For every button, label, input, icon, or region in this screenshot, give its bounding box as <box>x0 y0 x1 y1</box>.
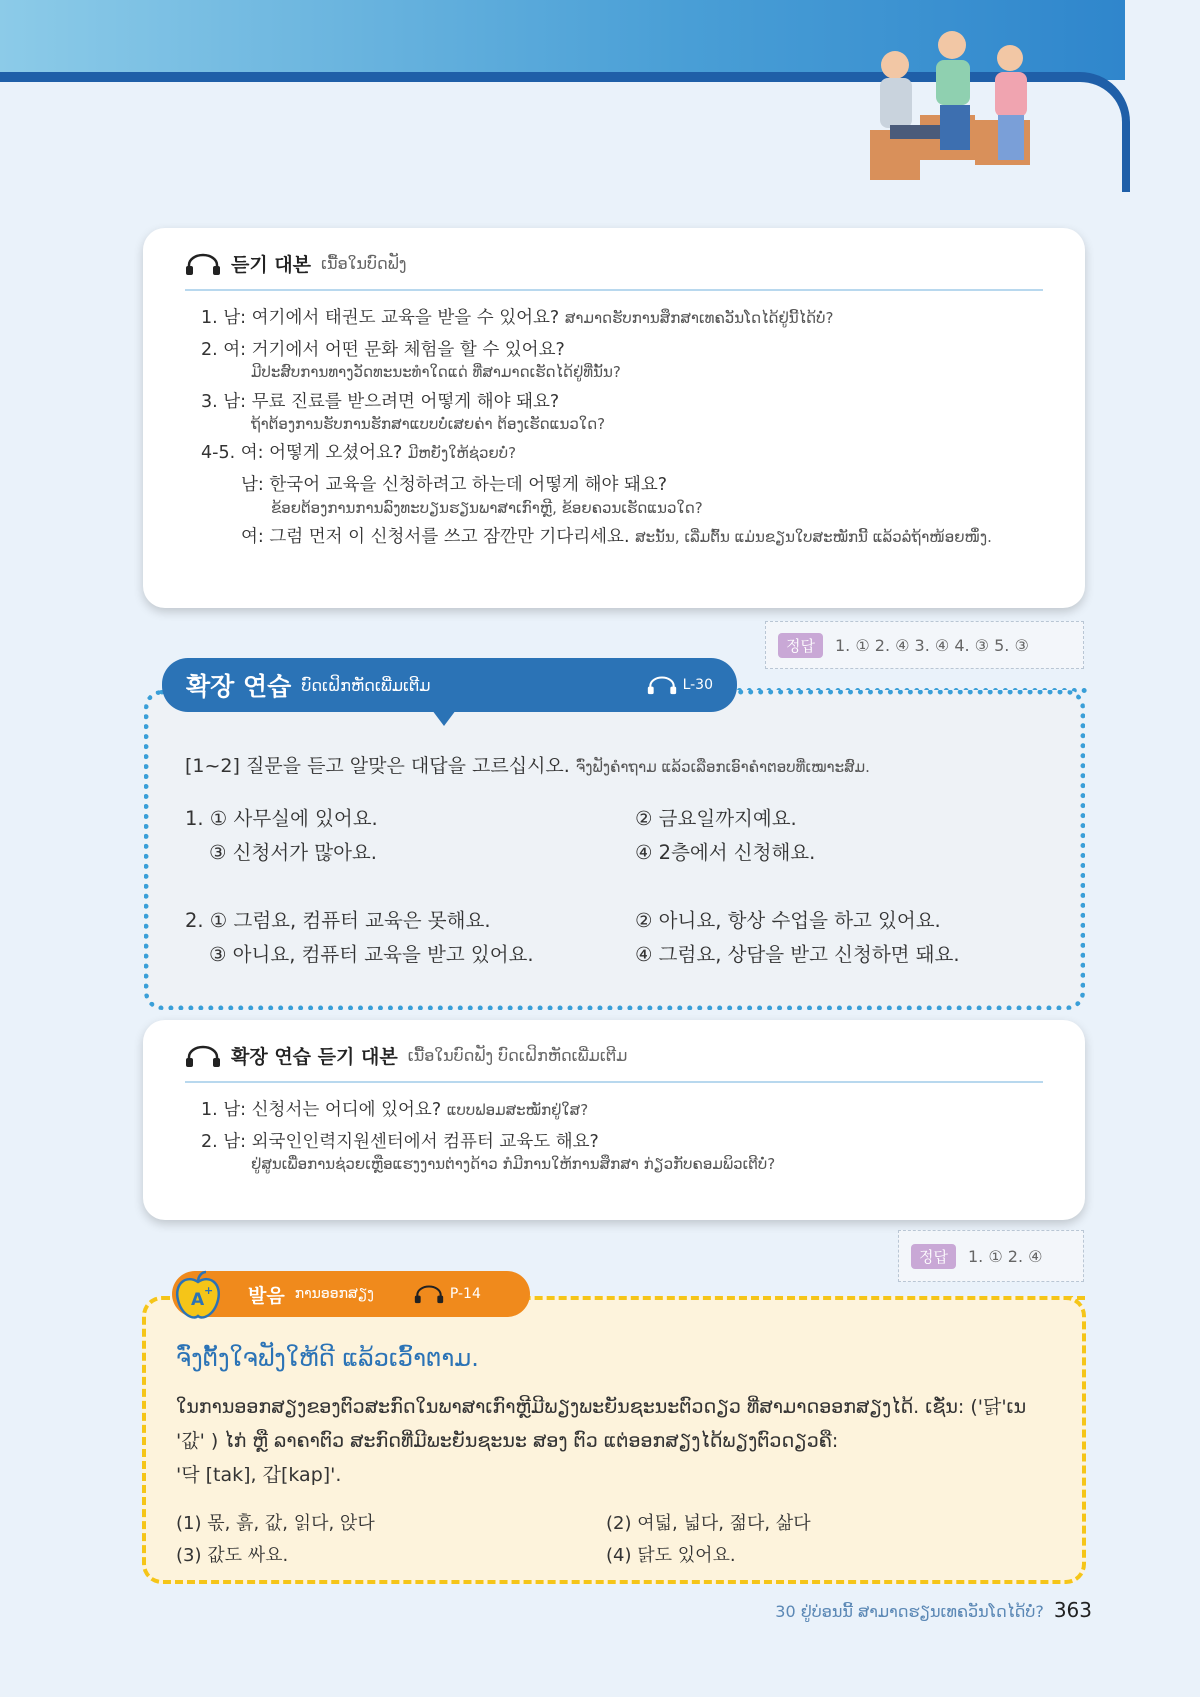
audio-track[interactable]: P-14 <box>414 1284 481 1304</box>
option[interactable]: ④ 그럼요, 상담을 받고 신청하면 돼요. <box>635 943 960 966</box>
answer-tag: 정답 <box>778 633 823 658</box>
option[interactable]: ② 금요일까지예요. <box>635 807 797 830</box>
answer-text: 1. ① 2. ④ 3. ④ 4. ③ 5. ③ <box>834 635 1029 655</box>
header-curve <box>1060 72 1130 192</box>
card-subtitle: ເນື້ອໃນບົດຟັງ <box>321 254 407 273</box>
headphone-icon <box>414 1284 444 1304</box>
pronunciation-row <box>176 1540 1052 1572</box>
card-title: 확장 연습 듣기 대본 <box>231 1046 398 1068</box>
divider <box>185 289 1043 291</box>
script-line: 2. 남: 외국인인력지원센터에서 컴퓨터 교육도 해요? ຢູ່ສູນເພື່ອການຊ່ວຍເຫຼືອແຮງງານຕ່າງດ້າວ ກໍມີການໃຫ້ການສຶກສາ ກ່ຽວກັບຄອມພິວເຕີບໍ່? <box>201 1131 776 1174</box>
question-row <box>185 802 1044 836</box>
option[interactable]: ② 아니요, 항상 수업을 하고 있어요. <box>635 909 941 932</box>
extension-script-card <box>143 1020 1085 1220</box>
card-subtitle: ເນື້ອໃນບົດຟັງ ບົດເຝິກຫັດເພີ່ມເຕີມ <box>407 1046 628 1065</box>
pronunciation-item: (3) 값도 싸요. <box>176 1545 289 1566</box>
pronunciation-item: (4) 닭도 있어요. <box>606 1545 736 1566</box>
section-title: 발음 <box>248 1284 285 1307</box>
answer-tag: 정답 <box>911 1244 956 1269</box>
instruction: [1~2] 질문을 듣고 알맞은 대답을 고르십시오. ຈົ່ງຟັງຄຳຖາມ ແລ້ວເລືອກເອົາຄຳຕອບທີ່ເໝາະສົມ. <box>185 755 870 777</box>
tab-pointer <box>432 710 456 726</box>
script-line: 3. 남: 무료 진료를 받으려면 어떻게 해야 돼요? ຖ້າຕ້ອງການຮັບການຮັກສາແບບບໍ່ເສຍຄ່າ ຕ້ອງເຮັດແນວໃດ? <box>201 391 606 434</box>
audio-track[interactable]: L-30 <box>647 675 713 695</box>
listening-script-card <box>143 228 1085 608</box>
section-title: 확장 연습 <box>186 672 292 701</box>
pronunciation-item: (2) 여덟, 넓다, 젊다, 삶다 <box>606 1513 811 1534</box>
pronunciation-text: '값' ) ໄກ່ ຫຼື ລາຄາຕົວ ສະກົດທີ່ມີພະຍັນຊະນະ ສອງ ຕົວ ແຕ່ອອກສຽງໄດ້ພຽງຕົວດຽວຄື: <box>176 1430 839 1452</box>
footer-caption: 30 ຢູ່ບ່ອນນີ້ ສາມາດຮຽນເທຄວັນໂດໄດ້ບໍ່? <box>775 1602 1044 1621</box>
headphone-icon <box>647 675 677 695</box>
extension-practice-tab <box>162 658 737 712</box>
pronunciation-row <box>176 1508 1052 1540</box>
extension-practice-box <box>144 690 1085 1010</box>
people-illustration <box>860 20 1060 190</box>
pronunciation-heading: ຈົ່ງຕັ້ງໃຈຟັງໃຫ້ດີ ແລ້ວເວົ້າຕາມ. <box>176 1344 479 1372</box>
headphone-icon <box>185 1045 221 1067</box>
option[interactable]: 2. ① 그럼요, 컴퓨터 교육은 못해요. <box>185 909 491 932</box>
pronunciation-text: ໃນການອອກສຽງຂອງຕົວສະກົດໃນພາສາເກົາຫຼີມີພຽງພະຍັນຊະນະຕົວດຽວ ທີ່ສາມາດອອກສຽງໄດ້. ເຊັ່ນ: ('닭'ເນ <box>176 1396 1027 1418</box>
question-row <box>185 938 1044 972</box>
card-title: 듣기 대본 <box>231 254 312 276</box>
script-line: 남: 한국어 교육을 신청하려고 하는데 어떻게 해야 돼요? ຂ້ອຍຕ້ອງການການລົງທະບຽນຮຽນພາສາເກົາຫຼີ, ຂ້ອຍຄວນເຮັດແນວໃດ? <box>241 475 703 517</box>
section-subtitle: ບົດເຝິກຫັດເພີ່ມເຕີມ <box>301 675 431 695</box>
pronunciation-tab <box>172 1271 530 1317</box>
answer-text: 1. ① 2. ④ <box>967 1246 1043 1266</box>
pronunciation-item: (1) 몫, 흙, 값, 읽다, 앉다 <box>176 1513 375 1534</box>
page-footer <box>775 1598 1092 1622</box>
headphone-icon <box>185 253 221 275</box>
question-row <box>185 904 1044 938</box>
divider <box>185 1081 1043 1083</box>
answer-box <box>898 1230 1084 1282</box>
option[interactable]: ③ 아니요, 컴퓨터 교육을 받고 있어요. <box>209 943 534 966</box>
pronunciation-box <box>142 1296 1086 1584</box>
apple-icon <box>172 1270 224 1322</box>
pronunciation-text: '닥 [tak], 갑[kap]'. <box>176 1464 342 1486</box>
script-line: 2. 여: 거기에서 어떤 문화 체험을 할 수 있어요? ມີປະສົບການທາງວັດທະນະທຳໃດແດ່ ທີ່ສາມາດເຮັດໄດ້ຢູ່ທີ່ນັ້ນ? <box>201 339 621 382</box>
option[interactable]: 1. ① 사무실에 있어요. <box>185 807 378 830</box>
script-line: 여: 그럼 먼저 이 신청서를 쓰고 잠깐만 기다리세요. ສະນັ້ນ, ເລີ່ມຕົ້ນ ແມ່ນຂຽນໃບສະໝັກນີ້ ແລ້ວລໍຖ້າໜ້ອຍໜຶ່ງ. <box>241 526 992 547</box>
section-subtitle: ການອອກສຽງ <box>294 1286 374 1302</box>
script-line: 4-5. 여: 어떻게 오셨어요? ມີຫຍັງໃຫ້ຊ່ວຍບໍ່? <box>201 443 517 464</box>
svg-text:+: + <box>204 1284 214 1297</box>
question-row <box>185 836 1044 870</box>
answer-box <box>765 621 1084 669</box>
option[interactable]: ③ 신청서가 많아요. <box>209 841 377 864</box>
svg-text:A: A <box>191 1290 205 1310</box>
script-line: 1. 남: 신청서는 어디에 있어요? ແບບຟອມສະໝັກຢູ່ໃສ? <box>201 1100 589 1120</box>
script-line: 1. 남: 여기에서 태권도 교육을 받을 수 있어요? ສາມາດຮັບການສຶກສາເທຄວັນໂດໄດ້ຢູ່ນີ້ໄດ້ບໍ່? <box>201 308 834 328</box>
page-number: 363 <box>1053 1598 1092 1622</box>
option[interactable]: ④ 2층에서 신청해요. <box>635 841 816 864</box>
